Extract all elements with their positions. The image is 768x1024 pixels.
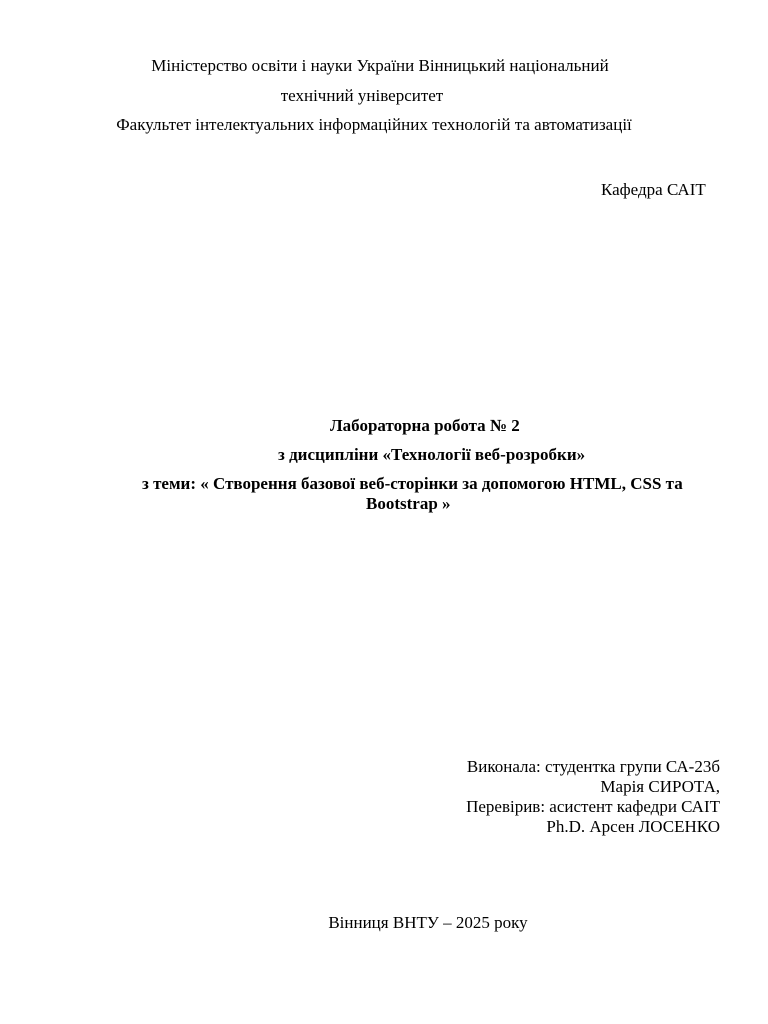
- student-name: Марія СИРОТА,: [600, 777, 720, 796]
- lab-title: Лабораторна робота № 2: [330, 416, 520, 435]
- department-name: Кафедра САІТ: [601, 180, 706, 199]
- discipline-line: з дисципліни «Технології веб-розробки»: [278, 445, 586, 464]
- ministry-line-2: технічний університет: [280, 86, 444, 105]
- ministry-line-1: Міністерство освіти і науки України Вінницький національний: [151, 56, 609, 75]
- performed-by: Виконала: студентка групи СА-23б: [466, 757, 720, 776]
- faculty-name: Факультет інтелектуальних інформаційних технологій та автоматизації: [116, 115, 632, 134]
- checked-by: Перевірив: асистент кафедри САІТ: [466, 797, 720, 816]
- teacher-name: Ph.D. Арсен ЛОСЕНКО: [546, 817, 720, 836]
- topic-line-2: Bootstrap »: [366, 494, 451, 513]
- city-year: Вінниця ВНТУ – 2025 року: [328, 913, 528, 932]
- topic-line-1: з теми: « Створення базової веб-сторінки за допомогою HTML, CSS та: [142, 474, 683, 493]
